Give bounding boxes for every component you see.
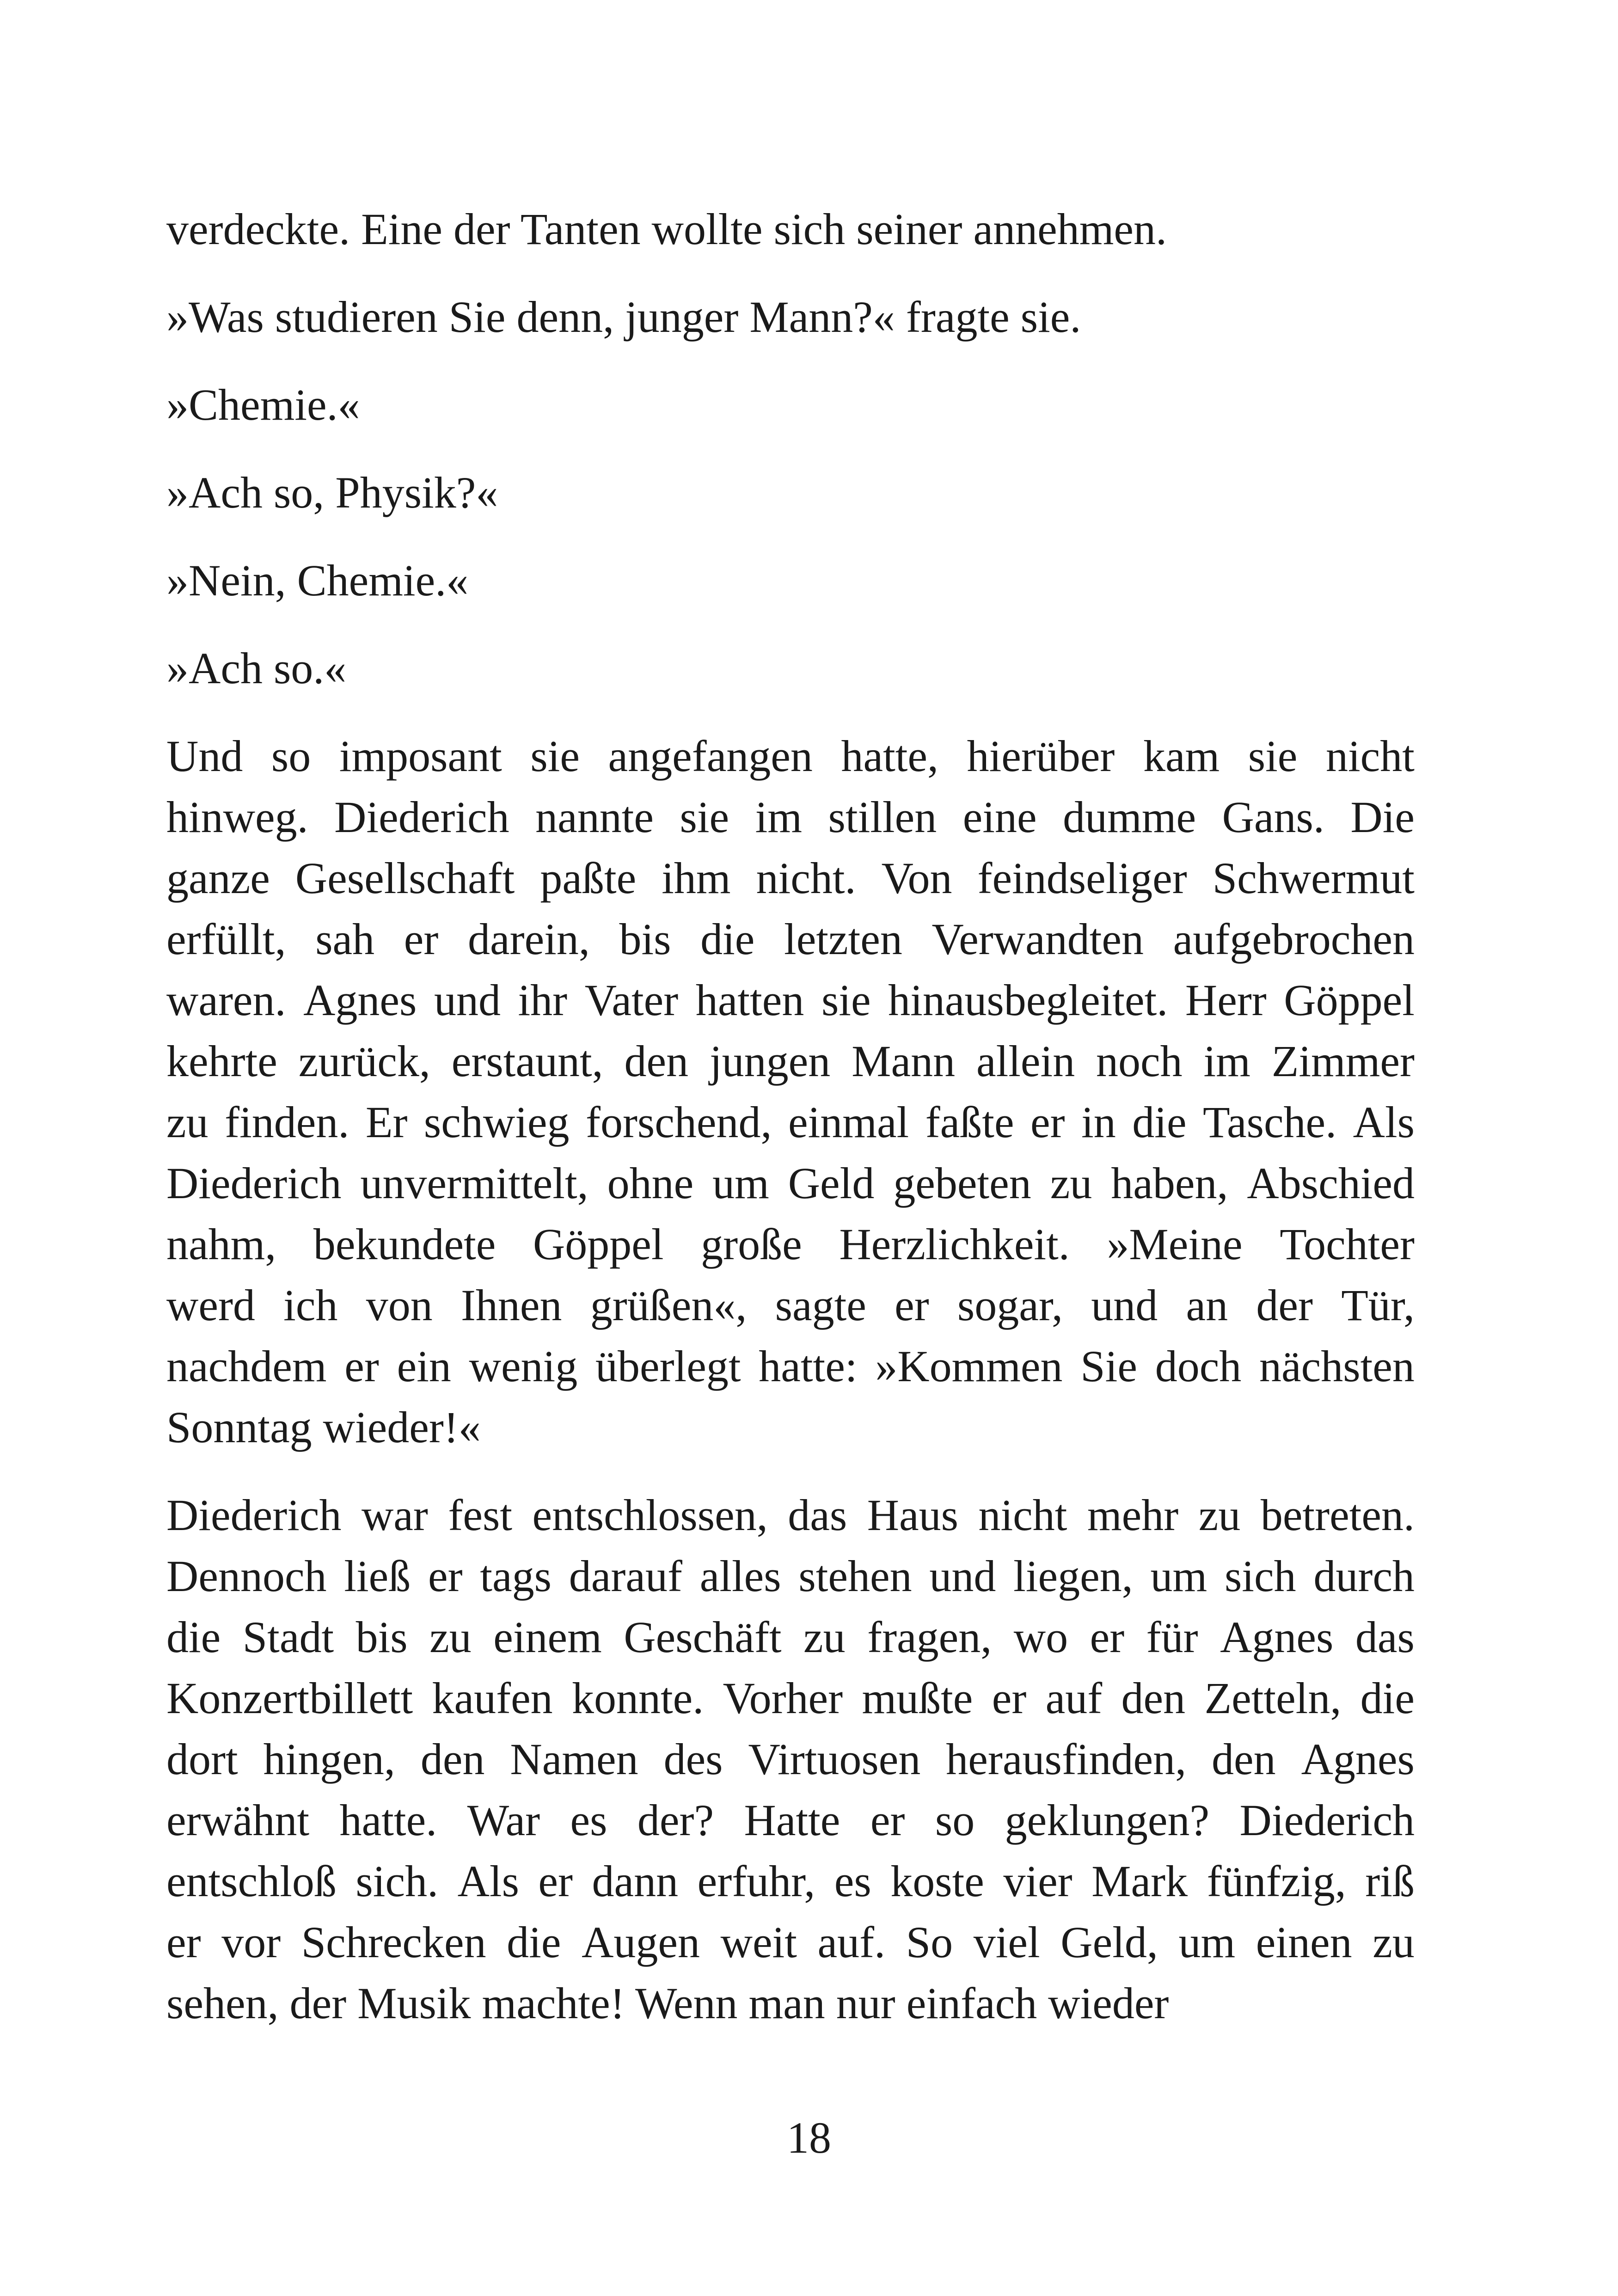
page-number: 18 [787, 2113, 831, 2162]
paragraph-line: werd ich von Ihnen grüßen«, sagte er sogar, und an der Tür, [166, 1280, 1415, 1330]
paragraph-line: kehrte zurück, erstaunt, den jungen Mann allein noch im Zimmer [166, 1036, 1415, 1086]
paragraph-line: zu finden. Er schwieg forschend, einmal faßte er in die Tasche. Als [166, 1097, 1415, 1147]
dialogue-line: »Was studieren Sie denn, junger Mann?« fragte sie. [166, 292, 1081, 342]
paragraph-line: Diederich war fest entschlossen, das Haus nicht mehr zu betreten. [166, 1490, 1415, 1540]
dialogue-line: »Ach so, Physik?« [166, 468, 498, 517]
paragraph-line: ganze Gesellschaft paßte ihm nicht. Von feindseliger Schwermut [166, 853, 1415, 903]
paragraph-2 [166, 1485, 1415, 2034]
paragraph-line: nahm, bekundete Göppel große Herzlichkeit. »Meine Tochter [166, 1219, 1415, 1269]
paragraph-line: sehen, der Musik machte! Wenn man nur einfach wieder [166, 1978, 1169, 2028]
paragraph-line: Sonntag wieder!« [166, 1402, 481, 1452]
dialogue-line: »Nein, Chemie.« [166, 556, 469, 605]
paragraph-line: Diederich unvermittelt, ohne um Geld gebeten zu haben, Abschied [166, 1158, 1415, 1208]
paragraph-line: erfüllt, sah er darein, bis die letzten Verwandten aufgebrochen [166, 914, 1415, 964]
dialogue-line: »Chemie.« [166, 380, 360, 429]
dialogue-line: »Ach so.« [166, 643, 347, 693]
paragraph-line: Dennoch ließ er tags darauf alles stehen und liegen, um sich durch [166, 1551, 1415, 1601]
text-line: verdeckte. Eine der Tanten wollte sich seiner annehmen. [166, 204, 1167, 254]
paragraph-line: dort hingen, den Namen des Virtuosen herausfinden, den Agnes [166, 1734, 1415, 1784]
paragraph-line: Und so imposant sie angefangen hatte, hierüber kam sie nicht [166, 731, 1415, 781]
paragraph-line: nachdem er ein wenig überlegt hatte: »Kommen Sie doch nächsten [166, 1341, 1415, 1391]
paragraph-line: waren. Agnes und ihr Vater hatten sie hinausbegleitet. Herr Göppel [166, 975, 1415, 1025]
paragraph-1 [166, 726, 1415, 1458]
paragraph-line: er vor Schrecken die Augen weit auf. So viel Geld, um einen zu [166, 1917, 1415, 1967]
paragraph-line: entschloß sich. Als er dann erfuhr, es koste vier Mark fünfzig, riß [166, 1856, 1415, 1906]
page-text [166, 199, 1415, 2034]
paragraph-line: hinweg. Diederich nannte sie im stillen eine dumme Gans. Die [166, 792, 1415, 842]
paragraph-line: erwähnt hatte. War es der? Hatte er so geklungen? Diederich [166, 1795, 1415, 1845]
paragraph-line: die Stadt bis zu einem Geschäft zu fragen, wo er für Agnes das [166, 1612, 1415, 1662]
paragraph-line: Konzertbillett kaufen konnte. Vorher mußte er auf den Zetteln, die [166, 1673, 1415, 1723]
